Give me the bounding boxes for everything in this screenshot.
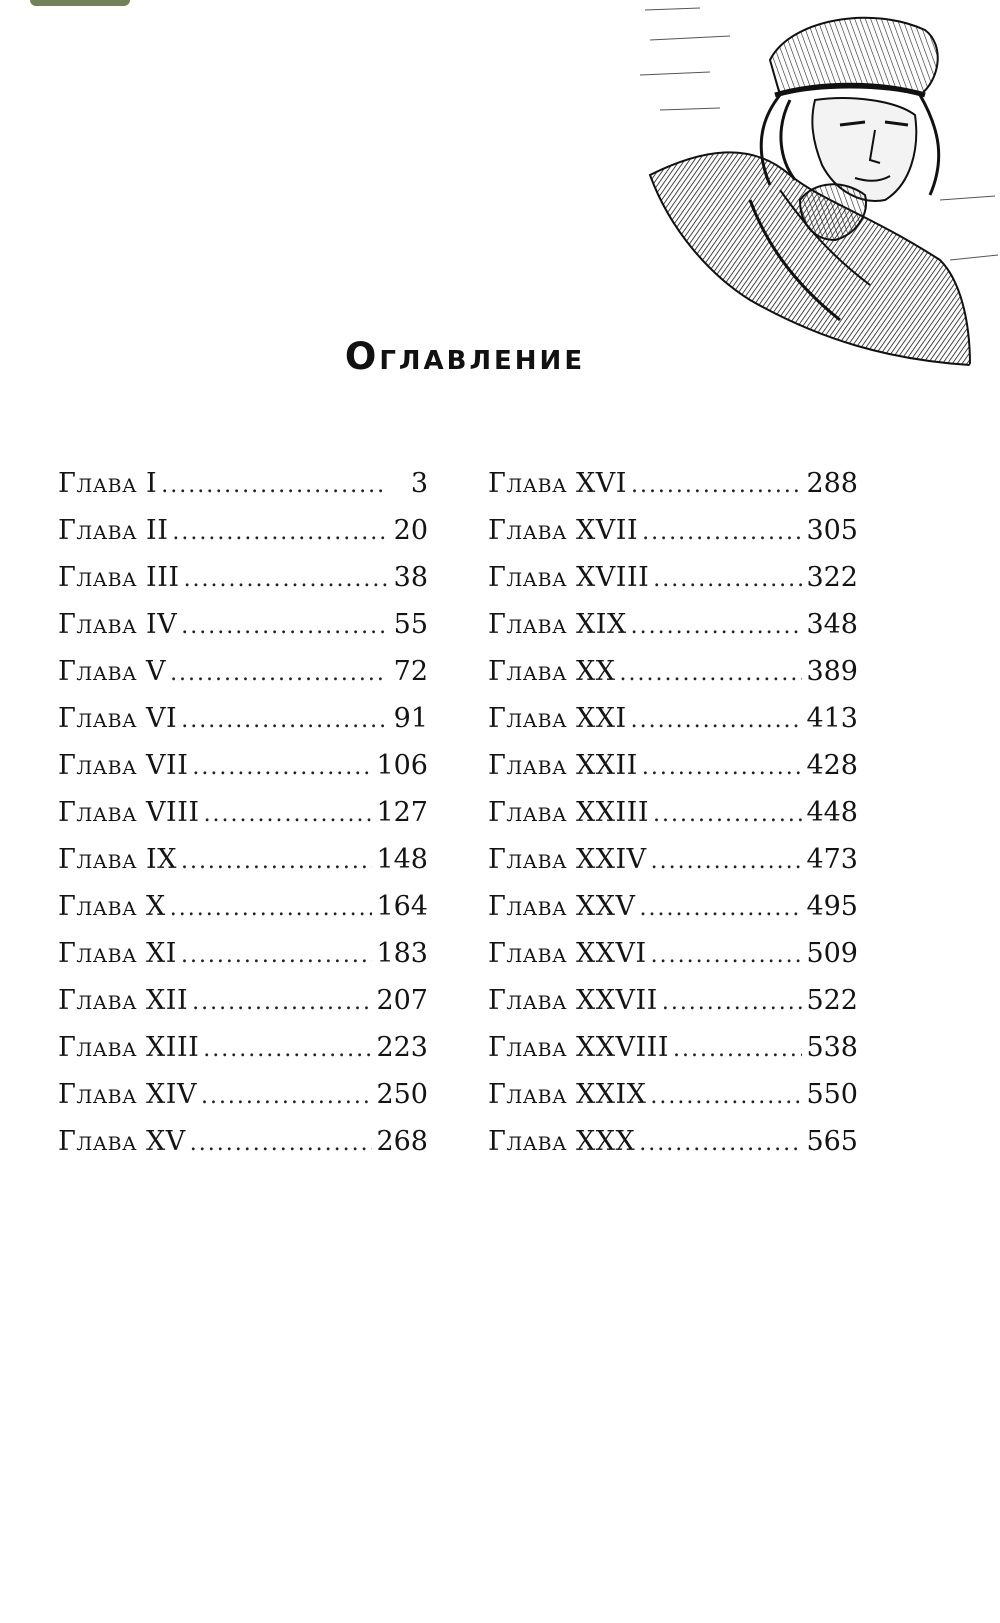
toc-entry — [58, 797, 428, 844]
dot-leader — [203, 1037, 372, 1062]
chapter-label: Глава XII — [58, 985, 189, 1016]
dot-leader — [662, 990, 803, 1015]
dot-leader — [201, 1084, 373, 1109]
chapter-label: Глава XXIII — [488, 797, 649, 828]
toc-entry — [488, 656, 858, 703]
dot-leader — [631, 473, 803, 498]
toc-entry — [488, 750, 858, 797]
page-number: 495 — [806, 891, 858, 922]
chapter-label: Глава XXIV — [488, 844, 647, 875]
dot-leader — [192, 990, 372, 1015]
dot-leader — [181, 614, 388, 639]
page-number: 428 — [806, 750, 858, 781]
page-number: 106 — [376, 750, 428, 781]
chapter-label: Глава XX — [488, 656, 616, 687]
chapter-label: Глава XXVI — [488, 938, 647, 969]
dot-leader — [620, 661, 803, 686]
chapter-label: Глава XXVII — [488, 985, 658, 1016]
page-number: 348 — [806, 609, 858, 640]
chapter-label: Глава II — [58, 515, 169, 546]
toc-entry — [58, 1079, 428, 1126]
toc-entry — [488, 1126, 858, 1173]
chapter-label: Глава XXVIII — [488, 1032, 669, 1063]
page-number: 148 — [376, 844, 428, 875]
chapter-label: Глава XI — [58, 938, 177, 969]
dot-leader — [640, 896, 803, 921]
toc-entry — [488, 703, 858, 750]
page-number: 509 — [806, 938, 858, 969]
toc-entry — [58, 750, 428, 797]
toc-entry — [58, 844, 428, 891]
dot-leader — [653, 567, 802, 592]
chapter-label: Глава XIV — [58, 1079, 197, 1110]
chapter-label: Глава V — [58, 656, 167, 687]
page-number: 305 — [806, 515, 858, 546]
toc-entry — [488, 938, 858, 985]
chapter-label: Глава IV — [58, 609, 178, 640]
chapter-label: Глава III — [58, 562, 180, 593]
dot-leader — [653, 802, 802, 827]
toc-entry — [58, 468, 428, 515]
dot-leader — [673, 1037, 802, 1062]
dot-leader — [204, 802, 373, 827]
page-number: 72 — [393, 656, 428, 687]
page-number: 164 — [376, 891, 428, 922]
chapter-label: Глава VIII — [58, 797, 200, 828]
dot-leader — [172, 520, 388, 545]
dot-leader — [181, 849, 373, 874]
dot-leader — [184, 567, 388, 592]
page-number: 91 — [393, 703, 428, 734]
chapter-label: Глава XVI — [488, 468, 627, 499]
dot-leader — [170, 896, 373, 921]
page-number: 322 — [806, 562, 858, 593]
toc-entry — [58, 656, 428, 703]
toc-entry — [58, 515, 428, 562]
chapter-label: Глава XXI — [488, 703, 627, 734]
chapter-label: Глава XIII — [58, 1032, 200, 1063]
page-number: 538 — [806, 1032, 858, 1063]
chapter-label: Глава I — [58, 468, 158, 499]
page-number: 127 — [376, 797, 428, 828]
toc-column-right — [488, 468, 858, 1173]
chapter-label: Глава X — [58, 891, 166, 922]
dot-leader — [181, 943, 373, 968]
chapter-label: Глава XVII — [488, 515, 639, 546]
page-number: 223 — [376, 1032, 428, 1063]
page-number: 522 — [806, 985, 858, 1016]
toc-entry — [58, 938, 428, 985]
chapter-label: Глава VI — [58, 703, 178, 734]
toc-entry — [58, 1032, 428, 1079]
page-number: 448 — [806, 797, 858, 828]
toc-entry — [488, 1079, 858, 1126]
chapter-label: Глава XXII — [488, 750, 638, 781]
page-number: 20 — [393, 515, 428, 546]
toc-entry — [58, 562, 428, 609]
page-number: 250 — [376, 1079, 428, 1110]
toc-entry — [58, 891, 428, 938]
page-number: 183 — [376, 938, 428, 969]
toc-entry — [488, 844, 858, 891]
toc-entry — [488, 891, 858, 938]
dot-leader — [170, 661, 388, 686]
page-title: Оглавление — [344, 335, 586, 378]
page-number: 3 — [410, 468, 428, 499]
dot-leader — [161, 473, 388, 498]
page-number: 207 — [376, 985, 428, 1016]
page-number: 550 — [806, 1079, 858, 1110]
dot-leader — [639, 1131, 802, 1156]
dot-leader — [192, 755, 372, 780]
dot-leader — [190, 1131, 373, 1156]
toc-entry — [488, 609, 858, 656]
toc-entry — [488, 1032, 858, 1079]
page-number: 268 — [376, 1126, 428, 1157]
page-number: 565 — [806, 1126, 858, 1157]
toc-entry — [58, 703, 428, 750]
dot-leader — [651, 943, 803, 968]
dot-leader — [181, 708, 388, 733]
dot-leader — [631, 614, 803, 639]
chapter-label: Глава XXX — [488, 1126, 636, 1157]
toc-entry — [488, 562, 858, 609]
page-number: 55 — [393, 609, 428, 640]
toc-column-left — [58, 468, 428, 1173]
toc-entry — [58, 985, 428, 1032]
toc-entry — [58, 1126, 428, 1173]
chapter-label: Глава XVIII — [488, 562, 650, 593]
dot-leader — [631, 708, 803, 733]
chapter-label: Глава VII — [58, 750, 189, 781]
page-number: 413 — [806, 703, 858, 734]
dot-leader — [651, 849, 803, 874]
toc-entry — [488, 985, 858, 1032]
toc-entry — [58, 609, 428, 656]
page-number: 38 — [393, 562, 428, 593]
chapter-label: Глава XXIX — [488, 1079, 647, 1110]
toc-entry — [488, 515, 858, 562]
chapter-label: Глава XIX — [488, 609, 627, 640]
corner-decoration — [30, 0, 130, 6]
chapter-label: Глава IX — [58, 844, 177, 875]
page-number: 389 — [806, 656, 858, 687]
dot-leader — [642, 755, 803, 780]
toc-entry — [488, 797, 858, 844]
chapter-label: Глава XXV — [488, 891, 636, 922]
page-number: 288 — [806, 468, 858, 499]
toc-entry — [488, 468, 858, 515]
dot-leader — [642, 520, 802, 545]
dot-leader — [650, 1084, 802, 1109]
page-number: 473 — [806, 844, 858, 875]
chapter-label: Глава XV — [58, 1126, 186, 1157]
